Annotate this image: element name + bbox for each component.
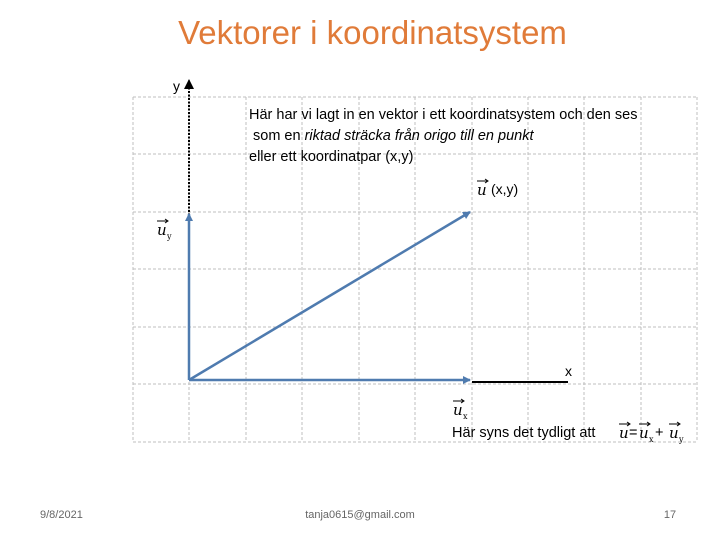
- description-line-2-italic: riktad sträcka från origo till en punkt: [304, 128, 534, 144]
- conclusion-plus: +: [655, 425, 664, 441]
- vector-point-label: (x,y): [491, 181, 519, 197]
- description-line-2: [253, 128, 534, 144]
- conclusion: [452, 422, 684, 444]
- vector-ux-symbol: u: [453, 401, 463, 419]
- vector-uy-label: [157, 219, 172, 241]
- vector-uy-subscript: y: [167, 232, 172, 241]
- conclusion-ux: u: [639, 424, 649, 442]
- vector-ux-subscript: x: [463, 412, 468, 421]
- description-line-2-prefix: som en: [253, 128, 305, 144]
- vector-u-label: [477, 179, 518, 199]
- conclusion-equals: =: [629, 425, 638, 441]
- description-line-1: Här har vi lagt in en vektor i ett koordinatsystem och den ses: [249, 107, 638, 123]
- footer-page-number: 17: [663, 509, 677, 521]
- y-axis-label: y: [173, 78, 180, 94]
- conclusion-uy: u: [669, 424, 679, 442]
- grid: [133, 97, 697, 442]
- footer-email: tanja0615@gmail.com: [305, 509, 415, 521]
- description-line-3: eller ett koordinatpar (x,y): [249, 149, 414, 165]
- conclusion-uy-subscript: y: [679, 435, 684, 444]
- slide-title: Vektorer i koordinatsystem: [178, 14, 567, 51]
- vectors: [189, 212, 470, 380]
- vector-u-symbol: u: [477, 181, 487, 199]
- axes: [189, 80, 568, 382]
- conclusion-text: Här syns det tydligt att: [452, 425, 596, 441]
- vector-uy-symbol: u: [157, 221, 167, 239]
- vector-u: [189, 212, 470, 380]
- footer-date: 9/8/2021: [40, 509, 83, 521]
- x-axis-label: x: [565, 363, 572, 379]
- vector-ux-label: [453, 399, 468, 421]
- conclusion-ux-subscript: x: [649, 435, 654, 444]
- conclusion-u: u: [619, 424, 629, 442]
